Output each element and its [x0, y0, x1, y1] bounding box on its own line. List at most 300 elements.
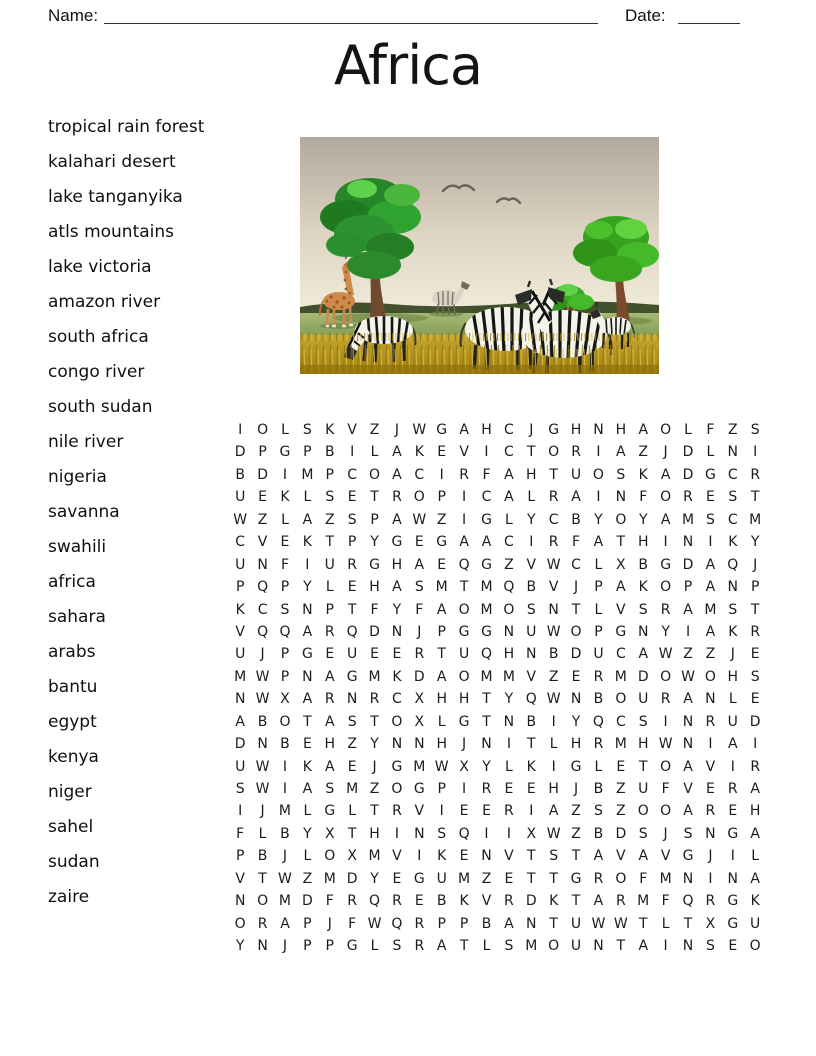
grid-cell: A — [705, 556, 716, 573]
grid-cell: L — [258, 825, 267, 842]
grid-cell: A — [235, 713, 245, 730]
grid-cell: W — [367, 915, 382, 932]
grid-cell: C — [503, 444, 514, 461]
grid-cell: M — [704, 601, 717, 618]
grid-cell: D — [257, 466, 268, 483]
grid-cell: R — [705, 893, 716, 910]
grid-cell: A — [324, 758, 335, 775]
grid-cell: A — [660, 466, 671, 483]
grid-cell: X — [347, 848, 357, 865]
grid-cell: V — [705, 758, 716, 775]
grid-cell: Z — [571, 825, 581, 842]
grid-cell: E — [347, 758, 357, 775]
grid-cell: S — [616, 466, 626, 483]
grid-cell: M — [480, 601, 493, 618]
grid-cell: G — [391, 534, 403, 551]
grid-cell: E — [482, 803, 491, 820]
grid-cell: E — [280, 534, 290, 551]
word-item: congo river — [48, 362, 145, 382]
grid-cell: N — [727, 870, 739, 887]
grid-cell: A — [302, 781, 313, 797]
grid-cell: R — [548, 489, 559, 506]
grid-cell: S — [526, 601, 536, 618]
grid-cell: T — [437, 646, 446, 663]
grid-cell: C — [571, 556, 581, 573]
grid-cell: G — [660, 556, 672, 573]
grid-cell: L — [549, 736, 558, 753]
grid-cell: M — [659, 870, 672, 887]
grid-cell: K — [414, 444, 424, 461]
grid-cell: B — [481, 915, 492, 932]
grid-cell: M — [525, 938, 538, 955]
grid-cell: V — [616, 601, 626, 618]
grid-cell: H — [436, 691, 447, 708]
grid-cell: F — [661, 781, 670, 797]
grid-cell: S — [638, 825, 648, 842]
grid-cell: U — [235, 556, 246, 573]
grid-cell: I — [238, 803, 243, 820]
word-item: kenya — [48, 747, 99, 767]
grid-cell: I — [417, 848, 422, 865]
grid-cell: G — [436, 422, 448, 438]
grid-cell: Q — [391, 915, 403, 932]
grid-cell: A — [638, 848, 649, 865]
grid-cell: N — [682, 870, 694, 887]
grid-cell: Y — [638, 511, 648, 528]
grid-cell: Y — [370, 736, 379, 753]
grid-cell: M — [458, 870, 471, 887]
grid-cell: G — [436, 534, 448, 551]
grid-cell: Y — [750, 534, 760, 551]
grid-cell: F — [325, 893, 334, 910]
word-item: savanna — [48, 502, 120, 522]
grid-cell: X — [459, 758, 469, 775]
grid-cell: K — [459, 893, 469, 910]
grid-cell: J — [282, 938, 288, 955]
word-item: africa — [48, 572, 96, 592]
grid-cell: A — [459, 422, 469, 438]
grid-cell: L — [325, 579, 334, 596]
grid-cell: R — [727, 781, 738, 797]
grid-cell: U — [235, 489, 246, 506]
grid-cell: D — [525, 893, 537, 910]
grid-cell: X — [414, 691, 425, 708]
grid-cell: L — [348, 803, 357, 820]
grid-cell: G — [727, 825, 739, 842]
grid-cell: E — [370, 646, 379, 663]
grid-cell: I — [462, 511, 467, 528]
grid-cell: H — [570, 422, 582, 438]
grid-cell: R — [750, 623, 761, 640]
grid-cell: T — [325, 534, 335, 551]
grid-cell: Q — [503, 579, 515, 596]
grid-cell: Z — [504, 556, 514, 573]
grid-cell: T — [750, 601, 760, 618]
grid-cell: H — [369, 579, 380, 596]
grid-cell: A — [750, 870, 760, 887]
grid-cell: R — [593, 870, 604, 887]
grid-cell: L — [437, 713, 446, 730]
grid-cell: D — [570, 646, 582, 663]
grid-cell: H — [637, 534, 649, 551]
word-item: lake tanganyika — [48, 187, 183, 207]
grid-cell: L — [281, 422, 289, 438]
grid-cell: M — [502, 668, 515, 685]
grid-cell: P — [325, 938, 334, 955]
grid-cell: L — [594, 556, 603, 573]
grid-cell: B — [526, 713, 537, 730]
word-item: egypt — [48, 712, 97, 732]
grid-cell: I — [708, 534, 713, 551]
grid-cell: P — [235, 848, 245, 865]
grid-cell: S — [683, 825, 693, 842]
grid-cell: O — [279, 713, 291, 730]
grid-cell: O — [704, 668, 716, 685]
grid-cell: L — [303, 489, 312, 506]
grid-cell: E — [571, 668, 581, 685]
grid-cell: V — [347, 422, 357, 438]
grid-cell: G — [548, 422, 560, 438]
grid-cell: I — [753, 736, 758, 753]
word-item: zaire — [48, 887, 90, 907]
grid-cell: P — [437, 781, 446, 797]
word-item: sudan — [48, 852, 100, 872]
grid-cell: R — [414, 915, 425, 932]
letter-grid — [229, 419, 766, 958]
grid-cell: G — [615, 623, 627, 640]
grid-cell: Y — [482, 758, 491, 775]
grid-cell: R — [593, 668, 604, 685]
grid-cell: D — [637, 668, 649, 685]
grid-cell: P — [594, 623, 603, 640]
grid-cell: O — [391, 713, 403, 730]
grid-cell: R — [324, 691, 335, 708]
grid-cell: U — [458, 646, 470, 663]
grid-cell: Z — [705, 646, 716, 663]
grid-cell: A — [593, 893, 604, 910]
grid-cell: G — [391, 758, 403, 775]
grid-cell: R — [481, 781, 492, 797]
date-label: Date: — [625, 6, 666, 25]
grid-cell: T — [526, 736, 536, 753]
word-item: south africa — [48, 327, 149, 347]
grid-cell: A — [302, 511, 313, 528]
name-label: Name: — [48, 6, 99, 25]
grid-cell: U — [570, 915, 582, 932]
grid-cell: N — [637, 623, 649, 640]
grid-cell: I — [551, 758, 556, 775]
grid-cell: P — [280, 579, 290, 596]
grid-cell: M — [435, 579, 448, 596]
grid-cell: Y — [370, 534, 379, 551]
grid-cell: I — [730, 758, 735, 775]
grid-cell: R — [369, 691, 380, 708]
grass-dark-base — [300, 365, 659, 374]
grid-cell: T — [526, 870, 536, 887]
grid-cell: S — [347, 511, 357, 528]
grid-cell: P — [258, 444, 267, 461]
grid-cell: M — [234, 668, 247, 685]
grid-cell: V — [235, 623, 245, 640]
grid-cell: Z — [683, 646, 693, 663]
grid-cell: N — [682, 938, 694, 955]
word-item: arabs — [48, 642, 96, 662]
grid-cell: X — [414, 713, 425, 730]
grid-cell: D — [369, 623, 380, 640]
grid-cell: T — [549, 915, 558, 932]
grid-cell: T — [638, 915, 648, 932]
grid-cell: S — [325, 781, 335, 797]
grid-cell: R — [705, 803, 716, 820]
grid-cell: K — [325, 422, 335, 438]
grid-cell: V — [481, 893, 492, 910]
grid-cell: L — [527, 489, 536, 506]
grid-cell: G — [413, 781, 425, 797]
grid-cell: W — [255, 758, 270, 775]
grid-cell: A — [638, 938, 649, 955]
grid-cell: J — [573, 579, 579, 596]
grid-cell: M — [278, 803, 292, 820]
grid-cell: C — [414, 466, 425, 483]
grid-cell: W — [255, 781, 270, 797]
grid-cell: H — [458, 691, 470, 708]
grid-cell: Y — [370, 870, 379, 887]
grid-cell: J — [372, 758, 377, 775]
grid-cell: B — [593, 825, 604, 842]
grid-cell: E — [750, 691, 760, 708]
grid-cell: N — [257, 736, 268, 753]
grid-cell: O — [324, 848, 336, 865]
grid-cell: V — [660, 848, 671, 865]
grid-cell: I — [282, 781, 288, 797]
grid-cell: L — [370, 938, 379, 955]
grid-cell: G — [346, 668, 358, 685]
grid-cell: I — [282, 466, 288, 483]
grid-cell: N — [414, 736, 425, 753]
grid-cell: N — [414, 825, 425, 842]
grid-cell: C — [347, 466, 358, 483]
grid-cell: N — [727, 444, 739, 461]
grid-cell: N — [391, 736, 403, 753]
grid-cell: M — [323, 870, 336, 887]
grid-cell: M — [637, 893, 650, 910]
grid-cell: Z — [481, 870, 492, 887]
grid-cell: N — [570, 691, 582, 708]
grid-cell: S — [594, 803, 603, 820]
grid-cell: Z — [616, 803, 626, 820]
grid-cell: K — [638, 579, 648, 596]
grid-cell: Z — [369, 781, 380, 797]
grid-cell: O — [257, 893, 269, 910]
grid-cell: A — [392, 579, 402, 596]
grid-cell: Z — [638, 444, 649, 461]
grid-cell: D — [234, 736, 246, 753]
grid-cell: R — [660, 601, 671, 618]
grid-cell: O — [503, 601, 515, 618]
grid-cell: A — [616, 444, 626, 461]
grid-cell: I — [730, 848, 735, 865]
grid-cell: R — [571, 444, 581, 461]
grid-cell: A — [705, 579, 716, 596]
grid-cell: S — [638, 601, 648, 618]
grid-cell: A — [683, 758, 693, 775]
grid-cell: W — [255, 691, 270, 708]
grid-cell: E — [437, 556, 447, 573]
grid-cell: U — [235, 646, 246, 663]
grid-cell: C — [481, 489, 492, 506]
word-item: nigeria — [48, 467, 107, 487]
grid-cell: W — [255, 668, 270, 685]
grid-cell: U — [235, 758, 246, 775]
grid-cell: U — [593, 646, 604, 663]
grid-cell: W — [233, 511, 248, 528]
grid-cell: T — [370, 713, 379, 730]
grid-cell: L — [504, 758, 513, 775]
grid-cell: P — [594, 579, 603, 596]
grid-cell: A — [504, 489, 514, 506]
grid-cell: O — [257, 422, 269, 438]
grid-cell: V — [616, 848, 626, 865]
grid-cell: A — [280, 915, 290, 932]
grid-cell: J — [573, 781, 579, 797]
grid-cell: P — [683, 579, 693, 596]
grid-cell: K — [235, 601, 245, 618]
grid-cell: J — [529, 422, 534, 438]
grid-cell: M — [368, 668, 381, 685]
grid-cell: G — [481, 556, 492, 573]
grid-cell: M — [346, 781, 359, 797]
grid-cell: E — [526, 781, 536, 797]
grid-cell: U — [638, 781, 649, 797]
grid-cell: B — [436, 893, 447, 910]
word-item: kalahari desert — [48, 152, 176, 172]
grid-cell: Z — [347, 736, 357, 753]
grid-cell: G — [481, 623, 492, 640]
grid-cell: S — [705, 938, 715, 955]
grid-cell: P — [303, 915, 312, 932]
grid-cell: S — [504, 938, 514, 955]
grid-cell: N — [391, 623, 403, 640]
grid-cell: V — [392, 848, 402, 865]
grid-cell: H — [369, 825, 380, 842]
grid-cell: Z — [548, 668, 559, 685]
grid-cell: K — [302, 758, 312, 775]
date-blank-line — [678, 5, 740, 24]
grid-cell: P — [280, 646, 290, 663]
grid-cell: P — [325, 466, 334, 483]
grid-cell: O — [615, 691, 627, 708]
word-item: niger — [48, 782, 92, 802]
grid-cell: V — [257, 534, 268, 551]
name-blank-line — [104, 5, 598, 24]
grid-cell: J — [753, 556, 758, 573]
grid-cell: L — [728, 691, 737, 708]
grid-cell: A — [548, 803, 559, 820]
grid-cell: E — [459, 803, 469, 820]
grid-cell: G — [458, 623, 470, 640]
grid-cell: P — [347, 534, 357, 551]
grid-cell: X — [616, 556, 626, 573]
grid-cell: R — [705, 713, 716, 730]
puzzle-title: Africa — [333, 34, 482, 97]
grid-cell: E — [705, 781, 715, 797]
grid-cell: F — [370, 601, 379, 618]
grid-cell: A — [638, 646, 649, 663]
grid-cell: B — [280, 825, 290, 842]
grid-cell: I — [663, 534, 668, 551]
grid-cell: T — [482, 713, 491, 730]
grid-cell: P — [750, 579, 760, 596]
grid-cell: C — [235, 534, 246, 551]
grid-cell: G — [324, 803, 336, 820]
grid-cell: N — [503, 623, 515, 640]
grid-cell: S — [235, 781, 245, 797]
grid-cell: R — [459, 466, 469, 483]
grid-cell: T — [549, 466, 558, 483]
grid-cell: E — [347, 579, 357, 596]
grid-cell: R — [683, 489, 693, 506]
grid-cell: N — [682, 713, 694, 730]
grid-cell: R — [324, 623, 335, 640]
grid-cell: I — [484, 444, 489, 461]
grid-cell: M — [368, 848, 381, 865]
grid-cell: T — [571, 893, 581, 910]
grid-cell: D — [301, 893, 313, 910]
grid-cell: L — [594, 601, 603, 618]
grid-cell: E — [347, 489, 357, 506]
grid-cell: P — [459, 915, 469, 932]
grid-cell: Q — [727, 556, 739, 573]
grid-cell: N — [727, 579, 739, 596]
grid-cell: V — [683, 781, 693, 797]
grid-cell: P — [325, 601, 334, 618]
grid-cell: I — [484, 825, 489, 842]
grid-cell: M — [614, 668, 627, 685]
grid-cell: S — [750, 668, 760, 685]
grid-cell: A — [660, 511, 671, 528]
grid-cell: A — [593, 534, 604, 551]
grid-cell: M — [614, 736, 627, 753]
grid-cell: V — [414, 803, 425, 820]
grid-cell: R — [347, 556, 358, 573]
grid-cell: C — [727, 466, 738, 483]
word-item: tropical rain forest — [48, 117, 205, 137]
grid-cell: O — [749, 938, 761, 955]
grid-cell: H — [503, 646, 515, 663]
savanna-illustration — [300, 137, 659, 374]
grid-cell: E — [728, 938, 738, 955]
word-list — [48, 110, 258, 915]
grid-cell: A — [683, 601, 693, 618]
grid-cell: S — [728, 489, 738, 506]
grid-cell: E — [302, 736, 312, 753]
grid-cell: O — [592, 466, 604, 483]
grid-cell: T — [303, 713, 312, 730]
grid-cell: A — [392, 511, 402, 528]
word-item: sahara — [48, 607, 106, 627]
grid-cell: A — [750, 825, 760, 842]
grid-cell: J — [394, 422, 399, 438]
grid-cell: T — [683, 915, 693, 932]
grid-cell: V — [526, 668, 537, 685]
grid-cell: R — [392, 803, 402, 820]
grid-cell: C — [257, 601, 268, 618]
grid-cell: I — [282, 758, 288, 775]
grid-cell: B — [235, 466, 245, 483]
grid-cell: T — [459, 938, 469, 955]
grid-cell: H — [526, 466, 537, 483]
grid-cell: B — [593, 781, 604, 797]
